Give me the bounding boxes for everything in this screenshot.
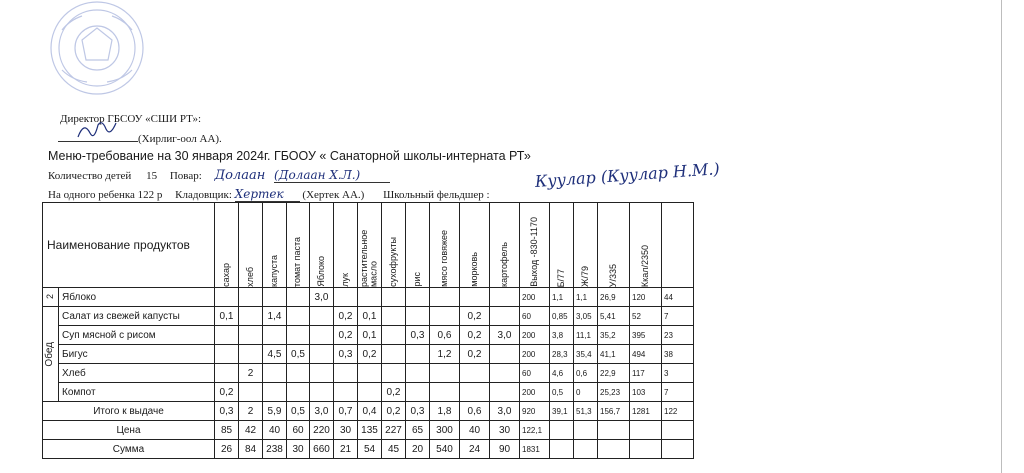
table-cell <box>430 364 460 383</box>
table-cell <box>382 345 406 364</box>
round-stamp <box>22 0 172 110</box>
paramedic-label: Школьный фельдшер : <box>383 189 490 201</box>
table-cell: 3,0 <box>490 326 520 345</box>
table-cell <box>574 421 598 440</box>
table-cell <box>287 307 310 326</box>
col-header: мясо говяжее <box>430 203 460 288</box>
table-cell: 40 <box>263 421 287 440</box>
table-cell: 1,4 <box>263 307 287 326</box>
table-cell <box>334 288 358 307</box>
table-cell: 85 <box>215 421 239 440</box>
menu-rows <box>43 288 694 402</box>
table-row <box>43 364 694 383</box>
table-cell: 0,6 <box>574 364 598 383</box>
table-cell <box>460 383 490 402</box>
menu-title: Меню-требование на 30 января 2024г. ГБООУ « Санаторной школы-интерната РТ» <box>48 149 531 163</box>
table-cell: 660 <box>310 440 334 459</box>
table-cell: 38 <box>662 345 694 364</box>
table-cell: 0,6 <box>430 326 460 345</box>
table-cell: 52 <box>630 307 662 326</box>
table-cell <box>215 345 239 364</box>
table-cell: 200 <box>520 383 550 402</box>
dish-name: Компот <box>59 383 215 402</box>
storekeeper-handwritten: Хертек <box>235 187 300 202</box>
table-cell: 0,5 <box>550 383 574 402</box>
table-cell: 2 <box>239 364 263 383</box>
table-cell: 0,2 <box>460 326 490 345</box>
col-header: растительное масло <box>358 203 382 288</box>
table-row <box>43 326 694 345</box>
table-cell <box>662 440 694 459</box>
table-cell: 21 <box>334 440 358 459</box>
table-cell: 39,1 <box>550 402 574 421</box>
table-cell: 60 <box>520 364 550 383</box>
table-cell: 0,3 <box>406 402 430 421</box>
table-cell <box>263 326 287 345</box>
total-row <box>43 402 694 421</box>
table-cell: 60 <box>287 421 310 440</box>
per-child-line <box>48 187 490 201</box>
table-cell: 0,2 <box>215 383 239 402</box>
table-cell <box>406 307 430 326</box>
table-cell <box>630 421 662 440</box>
col-header: Выход -830-1170 <box>520 203 550 288</box>
col-header: лук <box>334 203 358 288</box>
table-cell: 45 <box>382 440 406 459</box>
dish-name: Яблоко <box>59 288 215 307</box>
table-cell: 44 <box>662 288 694 307</box>
table-cell: 3,0 <box>310 288 334 307</box>
table-cell <box>406 364 430 383</box>
table-cell: 25,23 <box>598 383 630 402</box>
table-cell: 7 <box>662 383 694 402</box>
table-cell <box>490 345 520 364</box>
table-cell: 0,3 <box>406 326 430 345</box>
table-cell <box>430 383 460 402</box>
products-header: Наименование продуктов <box>43 203 215 288</box>
table-cell <box>382 288 406 307</box>
table-cell <box>287 288 310 307</box>
table-cell: 220 <box>310 421 334 440</box>
table-cell: 28,3 <box>550 345 574 364</box>
table-row <box>43 288 694 307</box>
col-header: Ж/79 <box>574 203 598 288</box>
cook-handwritten: Долаан <box>214 168 266 183</box>
table-cell <box>574 440 598 459</box>
table-cell: 51,3 <box>574 402 598 421</box>
table-cell: 0,5 <box>287 402 310 421</box>
table-cell: 84 <box>239 440 263 459</box>
table-cell <box>239 326 263 345</box>
col-header: Яблоко <box>310 203 334 288</box>
col-header: У/335 <box>598 203 630 288</box>
table-cell <box>490 307 520 326</box>
table-cell <box>287 364 310 383</box>
table-cell: 1,2 <box>430 345 460 364</box>
table-cell: 1,8 <box>430 402 460 421</box>
table-cell: 40 <box>460 421 490 440</box>
table-cell: 30 <box>334 421 358 440</box>
col-header <box>662 203 694 288</box>
table-cell <box>460 288 490 307</box>
table-cell <box>490 364 520 383</box>
table-cell: 1,1 <box>550 288 574 307</box>
row-label: Итого к выдаче <box>43 402 215 421</box>
table-cell: 0,2 <box>382 402 406 421</box>
table-cell: 0,3 <box>215 402 239 421</box>
table-cell <box>550 440 574 459</box>
table-cell: 4,6 <box>550 364 574 383</box>
table-cell: 156,7 <box>598 402 630 421</box>
table-cell <box>287 383 310 402</box>
group-label: 2 <box>43 288 59 307</box>
table-cell: 920 <box>520 402 550 421</box>
table-cell <box>598 421 630 440</box>
table-cell: 2 <box>239 402 263 421</box>
table-row <box>43 307 694 326</box>
table-cell <box>460 364 490 383</box>
page-edge-line <box>1001 0 1002 473</box>
table-cell <box>630 440 662 459</box>
table-cell <box>406 345 430 364</box>
col-header: морковь <box>460 203 490 288</box>
children-label: Количество детей <box>48 170 132 182</box>
table-cell <box>334 364 358 383</box>
children-line <box>48 168 390 183</box>
children-count: 15 <box>146 170 158 182</box>
table-cell: 4,5 <box>263 345 287 364</box>
table-cell: 3,8 <box>550 326 574 345</box>
table-cell: 7 <box>662 307 694 326</box>
table-row <box>43 345 694 364</box>
table-cell <box>239 307 263 326</box>
table-cell: 0,3 <box>334 345 358 364</box>
table-cell: 5,9 <box>263 402 287 421</box>
row-label: Сумма <box>43 440 215 459</box>
table-cell <box>382 307 406 326</box>
table-cell: 41,1 <box>598 345 630 364</box>
col-header: сахар <box>215 203 239 288</box>
table-cell: 3,0 <box>490 402 520 421</box>
table-cell: 0,2 <box>382 383 406 402</box>
group-label: Обед <box>43 307 59 402</box>
signature-mark <box>76 119 120 143</box>
table-cell <box>263 288 287 307</box>
table-cell <box>239 345 263 364</box>
table-cell: 0,7 <box>334 402 358 421</box>
cook-name: (Долаан Х.Л.) <box>274 168 390 183</box>
col-header: картофель <box>490 203 520 288</box>
table-cell: 65 <box>406 421 430 440</box>
table-cell: 30 <box>490 421 520 440</box>
col-header: Б/77 <box>550 203 574 288</box>
table-cell: 42 <box>239 421 263 440</box>
table-cell: 35,2 <box>598 326 630 345</box>
table-cell: 3,05 <box>574 307 598 326</box>
table-cell <box>358 383 382 402</box>
table-cell <box>490 383 520 402</box>
col-header: хлеб <box>239 203 263 288</box>
table-cell: 0,1 <box>358 326 382 345</box>
table-cell: 23 <box>662 326 694 345</box>
table-cell <box>334 383 358 402</box>
header-row <box>43 203 694 288</box>
table-cell: 3,0 <box>310 402 334 421</box>
table-cell: 227 <box>382 421 406 440</box>
table-cell: 26 <box>215 440 239 459</box>
table-cell: 54 <box>358 440 382 459</box>
director-signature-line <box>58 129 222 145</box>
table-cell: 24 <box>460 440 490 459</box>
table-cell: 0,2 <box>334 307 358 326</box>
table-cell <box>215 364 239 383</box>
table-cell: 120 <box>630 288 662 307</box>
sum-row <box>43 440 694 459</box>
col-header: рис <box>406 203 430 288</box>
col-header: капуста <box>263 203 287 288</box>
per-child-cost: На одного ребенка 122 р <box>48 189 163 201</box>
storekeeper-label: Кладовщик: <box>175 189 232 201</box>
table-cell: 11,1 <box>574 326 598 345</box>
table-cell: 0,2 <box>460 345 490 364</box>
table-cell: 0 <box>574 383 598 402</box>
table-cell: 35,4 <box>574 345 598 364</box>
table-cell <box>358 288 382 307</box>
price-row <box>43 421 694 440</box>
table-row <box>43 383 694 402</box>
table-cell: 20 <box>406 440 430 459</box>
dish-name: Бигус <box>59 345 215 364</box>
table-cell: 238 <box>263 440 287 459</box>
table-cell <box>598 440 630 459</box>
table-cell: 117 <box>630 364 662 383</box>
table-cell <box>310 345 334 364</box>
storekeeper-name: (Хертек АА.) <box>302 189 365 201</box>
table-cell <box>239 383 263 402</box>
table-cell <box>662 421 694 440</box>
table-cell: 103 <box>630 383 662 402</box>
table-cell: 0,4 <box>358 402 382 421</box>
table-cell: 395 <box>630 326 662 345</box>
menu-table <box>42 202 694 459</box>
paramedic-handwritten: Куулар (Куулар Н.М.) <box>534 159 721 191</box>
table-cell: 0,6 <box>460 402 490 421</box>
table-cell <box>382 326 406 345</box>
table-cell <box>215 326 239 345</box>
table-cell: 200 <box>520 345 550 364</box>
col-header: Ккал/2350 <box>630 203 662 288</box>
table-cell <box>430 307 460 326</box>
table-cell <box>406 288 430 307</box>
table-cell: 0,2 <box>334 326 358 345</box>
table-cell: 1,1 <box>574 288 598 307</box>
table-cell: 200 <box>520 326 550 345</box>
table-cell: 122 <box>662 402 694 421</box>
table-cell <box>263 383 287 402</box>
table-cell: 0,1 <box>215 307 239 326</box>
table-cell: 22,9 <box>598 364 630 383</box>
table-cell: 135 <box>358 421 382 440</box>
director-label: Директор ГБСОУ «СШИ РТ»: <box>60 113 202 125</box>
col-header: сухофрукты <box>382 203 406 288</box>
table-cell <box>215 288 239 307</box>
table-cell <box>287 326 310 345</box>
table-cell <box>310 307 334 326</box>
director-name: (Хирлиг-оол АА). <box>138 133 222 145</box>
table-cell: 90 <box>490 440 520 459</box>
table-cell: 0,2 <box>460 307 490 326</box>
table-cell <box>382 364 406 383</box>
table-cell: 494 <box>630 345 662 364</box>
table-cell <box>550 421 574 440</box>
table-cell: 200 <box>520 288 550 307</box>
table-cell: 26,9 <box>598 288 630 307</box>
table-cell <box>490 288 520 307</box>
table-cell: 0,2 <box>358 345 382 364</box>
table-cell: 0,5 <box>287 345 310 364</box>
table-cell: 30 <box>287 440 310 459</box>
table-cell <box>310 326 334 345</box>
table-cell: 3 <box>662 364 694 383</box>
menu-totals <box>43 402 694 459</box>
table-cell <box>406 383 430 402</box>
row-label: Цена <box>43 421 215 440</box>
table-cell: 1831 <box>520 440 550 459</box>
table-cell: 122,1 <box>520 421 550 440</box>
table-cell: 5,41 <box>598 307 630 326</box>
table-cell <box>430 288 460 307</box>
table-cell: 0,85 <box>550 307 574 326</box>
signature-blank <box>58 129 138 142</box>
table-cell: 540 <box>430 440 460 459</box>
col-header: томат паста <box>287 203 310 288</box>
table-cell: 60 <box>520 307 550 326</box>
table-cell <box>239 288 263 307</box>
dish-name: Хлеб <box>59 364 215 383</box>
table-cell: 300 <box>430 421 460 440</box>
table-cell <box>310 383 334 402</box>
cook-label: Повар: <box>169 170 202 182</box>
table-cell <box>263 364 287 383</box>
dish-name: Суп мясной с рисом <box>59 326 215 345</box>
dish-name: Салат из свежей капусты <box>59 307 215 326</box>
table-cell: 1281 <box>630 402 662 421</box>
table-cell <box>358 364 382 383</box>
table-cell <box>310 364 334 383</box>
table-cell: 0,1 <box>358 307 382 326</box>
